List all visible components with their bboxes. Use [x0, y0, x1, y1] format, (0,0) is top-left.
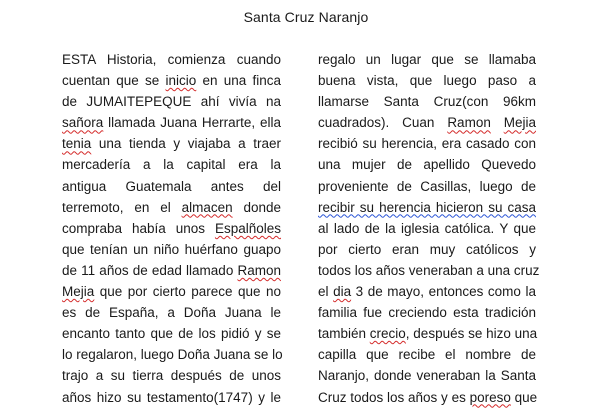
spelling-flagged-word: Mejia — [62, 284, 95, 300]
text-line — [318, 387, 536, 408]
text-line — [62, 218, 281, 239]
text-line — [62, 133, 281, 154]
text-line — [318, 49, 536, 70]
text-run — [491, 115, 504, 130]
text-run: buena vista, que luego paso a — [318, 73, 536, 89]
spelling-flagged-word: crecio — [369, 326, 406, 342]
text-run: encanto tanto que de los pidió y se — [62, 326, 281, 342]
spelling-flagged-word: inicio — [165, 73, 197, 89]
text-run: el — [318, 284, 334, 300]
text-line — [62, 154, 281, 175]
spelling-flagged-word: Ramon — [447, 115, 491, 131]
text-line — [318, 176, 536, 197]
spelling-flagged-word: Espalñoles — [214, 220, 281, 236]
text-run: cuentan que se — [62, 73, 166, 89]
text-run: de 11 años de edad llamado — [62, 262, 238, 278]
spelling-flagged-word: almacen — [181, 199, 233, 215]
text-line — [318, 302, 536, 323]
text-run: antigua Guatemala antes del — [62, 178, 281, 194]
text-run: proveniente de Casillas, luego de — [318, 178, 536, 194]
text-line — [318, 70, 536, 91]
text-line — [62, 302, 281, 323]
text-line — [62, 365, 281, 386]
text-run: por cierto eran muy católicos y — [318, 241, 536, 257]
text-run: Cruz todos los años y es — [318, 389, 470, 405]
text-run: una mujer de apellido Quevedo — [318, 157, 536, 173]
text-line — [318, 281, 536, 302]
text-run: llamada Juana Herrarte, ella — [103, 115, 281, 131]
grammar-flagged-text: recibir su herencia hicieron su casa — [318, 199, 536, 215]
spelling-flagged-word: Mejia — [503, 115, 536, 131]
text-line — [62, 91, 281, 112]
text-line — [62, 176, 281, 197]
text-line — [318, 323, 536, 344]
text-run: , después se hizo una — [405, 326, 538, 342]
text-line — [318, 112, 536, 133]
spelling-flagged-word: Ramon — [237, 262, 281, 278]
text-run: en una finca — [196, 73, 281, 89]
spelling-flagged-word: dia — [333, 284, 352, 300]
text-run: una tienda y viajaba a traer — [91, 136, 281, 152]
text-run: regalo un lugar que se llamaba — [318, 52, 536, 67]
text-line — [62, 260, 281, 281]
text-run: compraba había unos — [62, 220, 215, 236]
text-line — [318, 260, 540, 281]
text-run: trajo a su tierra después de unos — [62, 368, 281, 384]
text-run: Naranjo, donde veneraban la Santa — [318, 368, 536, 384]
text-run: mercadería a la capital era la — [62, 157, 281, 173]
text-run: también — [318, 326, 370, 342]
text-line — [318, 365, 536, 386]
text-column-left — [62, 49, 281, 408]
text-run: familia fue creciendo esta tradición — [318, 305, 536, 321]
text-line — [318, 239, 536, 260]
text-line — [62, 387, 281, 408]
text-run: años hizo su testamento(1747) y le — [62, 389, 281, 405]
text-run: que por cierto parece que no — [94, 284, 281, 300]
text-run: cuadrados). Cuan — [318, 115, 448, 131]
text-run: todos los años veneraban a una cruz — [318, 262, 540, 278]
text-line — [62, 344, 281, 365]
text-run: terremoto, en el — [62, 199, 182, 215]
text-run: donde — [232, 199, 281, 215]
text-run: que tenían un niño huérfano guapo — [62, 241, 281, 257]
text-run: lo regalaron, luego Doña Juana se lo — [62, 347, 283, 363]
spelling-flagged-word: tenia — [62, 136, 92, 152]
spelling-flagged-word: poreso — [469, 389, 511, 405]
text-line — [62, 197, 281, 218]
text-line — [62, 323, 281, 344]
text-line — [318, 154, 536, 175]
text-line — [318, 91, 536, 112]
text-run: al lado de la iglesia católica. Y que — [318, 220, 536, 236]
text-line — [62, 239, 281, 260]
text-run: es de España, a Doña Juana le — [62, 305, 281, 321]
text-line — [62, 112, 281, 133]
text-run: recibió su herencia, era casado con — [318, 136, 536, 152]
text-line — [62, 281, 281, 302]
text-line — [318, 133, 536, 154]
text-run: 3 de mayo, entonces como la — [351, 284, 536, 300]
text-column-right — [318, 49, 540, 408]
text-line — [318, 344, 536, 365]
text-line — [318, 197, 536, 218]
text-run: que — [510, 389, 538, 405]
text-run: llamarse Santa Cruz(con 96km — [318, 94, 536, 110]
document-title: Santa Cruz Naranjo — [243, 9, 369, 25]
text-run: de JUMAITEPEQUE ahí vivía na — [62, 94, 281, 110]
text-run: capilla que recibe el nombre de — [318, 347, 536, 363]
text-line — [62, 49, 281, 70]
spelling-flagged-word: sañora — [62, 115, 104, 131]
text-line — [318, 218, 536, 239]
text-run: ESTA Historia, comienza cuando — [62, 52, 281, 67]
text-line — [62, 70, 281, 91]
